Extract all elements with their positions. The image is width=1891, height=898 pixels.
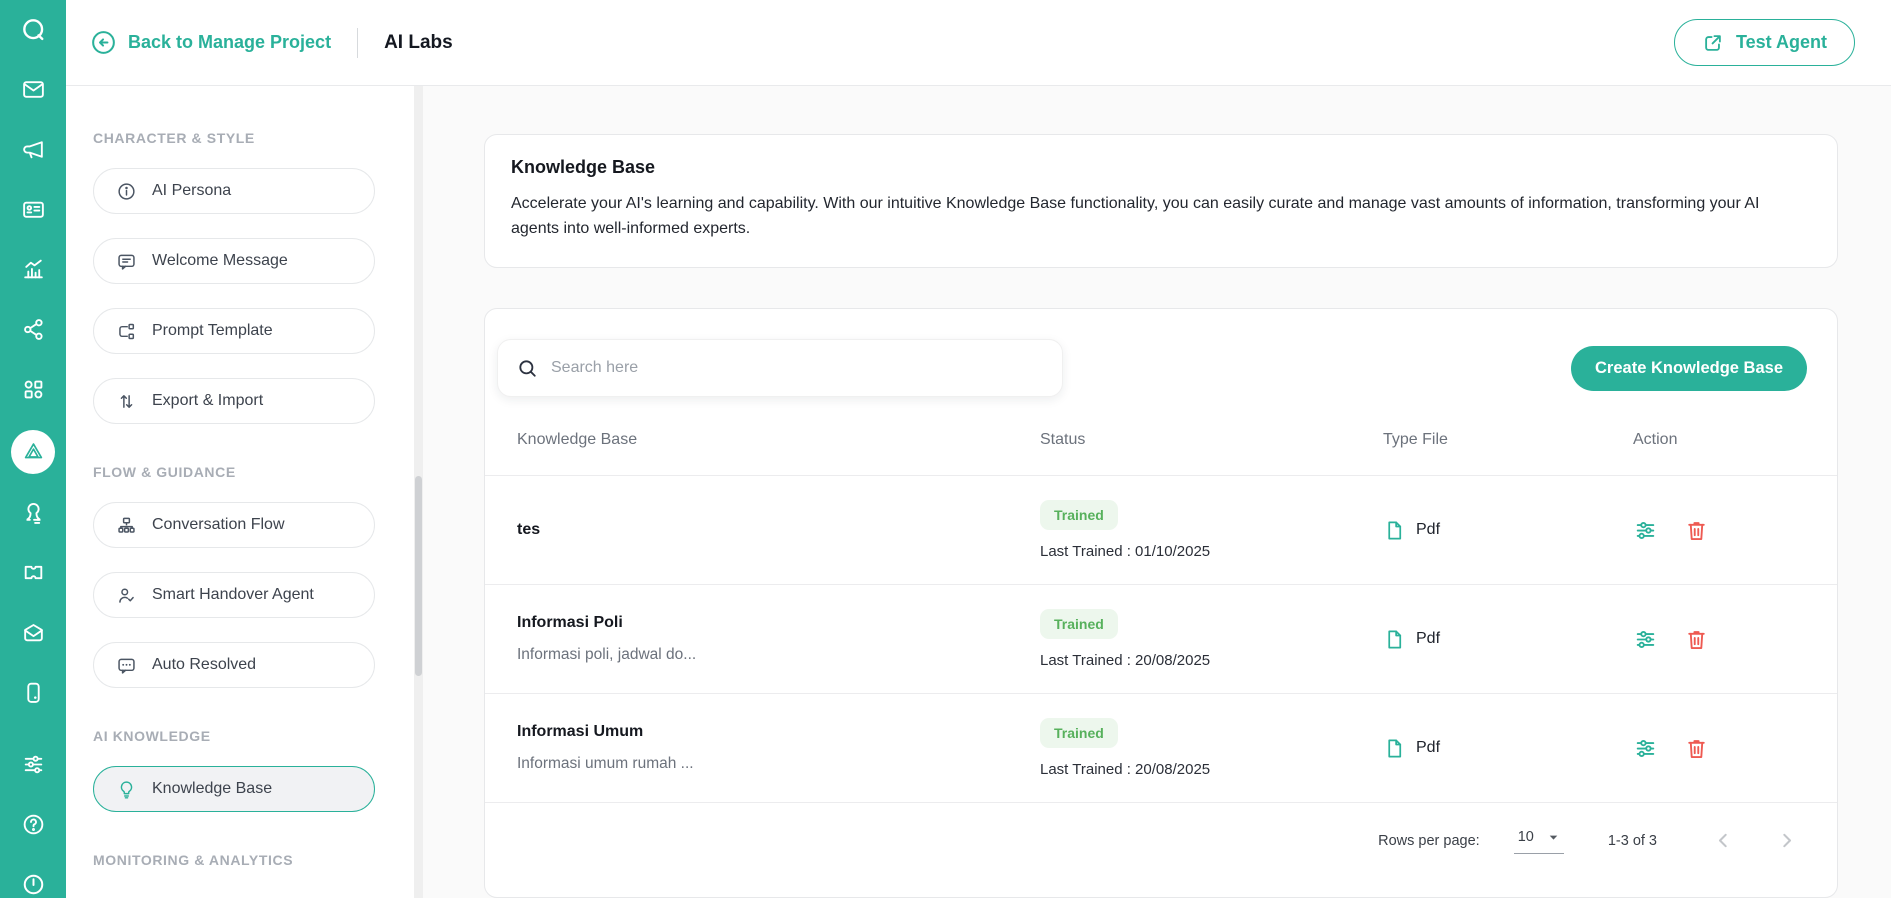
intro-title: Knowledge Base	[511, 157, 656, 177]
table-toolbar	[485, 339, 1837, 397]
external-link-icon	[1702, 32, 1724, 54]
tune-icon	[1633, 736, 1658, 761]
omega-agent-icon[interactable]	[14, 493, 52, 531]
share-nodes-icon[interactable]	[14, 310, 52, 348]
sidebar-item-export-import[interactable]	[93, 378, 375, 424]
person-check-icon	[116, 585, 137, 606]
sidebar-item-knowledge-base[interactable]	[93, 766, 375, 812]
kb-name-cell	[485, 723, 1040, 773]
column-action: Action	[1633, 431, 1678, 448]
page-title: AI Labs	[384, 31, 453, 53]
type-file-cell	[1383, 628, 1633, 651]
test-agent-label: Test Agent	[1735, 32, 1827, 52]
sidebar-item-smart-handover-agent[interactable]	[93, 572, 375, 618]
trash-icon	[1684, 627, 1709, 652]
file-icon	[1383, 628, 1406, 651]
status-cell	[1040, 500, 1383, 560]
id-card-icon[interactable]	[14, 190, 52, 228]
table-row	[485, 694, 1837, 803]
table-header-row	[485, 431, 1837, 476]
megaphone-icon[interactable]	[14, 130, 52, 168]
chat-bubble-icon	[116, 251, 137, 272]
search-icon	[516, 357, 539, 380]
action-cell	[1633, 518, 1837, 543]
power-icon[interactable]	[14, 865, 52, 898]
chevron-left-icon	[1713, 830, 1734, 851]
pagination-bar	[485, 803, 1837, 854]
tune-settings-button[interactable]	[1633, 518, 1658, 543]
back-to-manage-project-link[interactable]	[90, 29, 331, 56]
section-flow-guidance: FLOW & GUIDANCE	[93, 464, 236, 480]
rows-per-page-select[interactable]	[1514, 827, 1564, 854]
action-cell	[1633, 736, 1837, 761]
sliders-icon[interactable]	[14, 745, 52, 783]
apps-grid-icon[interactable]	[14, 370, 52, 408]
analytics-chart-icon[interactable]	[14, 250, 52, 288]
next-page-button[interactable]	[1776, 830, 1797, 851]
type-file-label: Pdf	[1416, 630, 1441, 647]
sidebar-scrollbar-thumb[interactable]	[415, 476, 422, 676]
sidebar-item-label: Knowledge Base	[152, 780, 273, 797]
flow-tree-icon	[116, 515, 137, 536]
kb-name: Informasi Poli	[517, 614, 623, 631]
tune-settings-button[interactable]	[1633, 627, 1658, 652]
delete-button[interactable]	[1684, 627, 1709, 652]
status-badge: Trained	[1040, 500, 1118, 530]
status-badge: Trained	[1040, 718, 1118, 748]
type-file-cell	[1383, 519, 1633, 542]
column-status: Status	[1040, 431, 1086, 448]
section-character-style: CHARACTER & STYLE	[93, 130, 255, 146]
status-badge: Trained	[1040, 609, 1118, 639]
status-cell	[1040, 718, 1383, 778]
delete-button[interactable]	[1684, 736, 1709, 761]
search-input[interactable]	[551, 359, 1044, 377]
inbox-mail-icon[interactable]	[14, 613, 52, 651]
mobile-device-icon[interactable]	[14, 673, 52, 711]
kb-name: tes	[517, 521, 541, 538]
tune-icon	[1633, 627, 1658, 652]
kb-name: Informasi Umum	[517, 723, 644, 740]
status-cell	[1040, 609, 1383, 669]
knowledge-base-table	[485, 431, 1837, 803]
chevron-right-icon	[1776, 830, 1797, 851]
section-monitoring-analytics: MONITORING & ANALYTICS	[93, 852, 294, 868]
back-link-label: Back to Manage Project	[128, 32, 332, 52]
last-trained-text: Last Trained : 01/10/2025	[1040, 543, 1211, 560]
sidebar-item-label: Auto Resolved	[152, 656, 257, 673]
sidebar-item-label: Conversation Flow	[152, 516, 285, 533]
sidebar-item-auto-resolved[interactable]	[93, 642, 375, 688]
type-file-cell	[1383, 737, 1633, 760]
search-box[interactable]	[497, 339, 1063, 397]
arrows-up-down-icon	[116, 391, 137, 412]
rows-per-page-label: Rows per page:	[1378, 832, 1480, 849]
tune-settings-button[interactable]	[1633, 736, 1658, 761]
info-icon	[116, 181, 137, 202]
qiscus-logo-icon[interactable]	[14, 10, 52, 48]
pagination-range: 1-3 of 3	[1607, 832, 1657, 849]
sidebar-item-welcome-message[interactable]	[93, 238, 375, 284]
knowledge-base-intro-card	[484, 134, 1838, 268]
ticket-icon[interactable]	[14, 553, 52, 591]
sidebar-item-label: Prompt Template	[152, 322, 273, 339]
tune-icon	[1633, 518, 1658, 543]
knowledge-base-table-card	[484, 308, 1838, 898]
kb-subtitle: Informasi poli, jadwal do...	[517, 646, 697, 663]
previous-page-button[interactable]	[1713, 830, 1734, 851]
sidebar-item-label: Smart Handover Agent	[152, 586, 314, 603]
trash-icon	[1684, 736, 1709, 761]
last-trained-text: Last Trained : 20/08/2025	[1040, 761, 1211, 778]
main-content	[423, 86, 1891, 898]
caret-down-icon	[1547, 831, 1560, 844]
delete-button[interactable]	[1684, 518, 1709, 543]
header-divider	[357, 28, 358, 58]
last-trained-text: Last Trained : 20/08/2025	[1040, 652, 1211, 669]
create-knowledge-base-button[interactable]: Create Knowledge Base	[1571, 346, 1807, 391]
kb-name-cell	[485, 521, 1040, 539]
icon-rail	[0, 0, 66, 898]
sidebar-item-ai-persona[interactable]	[93, 168, 375, 214]
action-cell	[1633, 627, 1837, 652]
help-icon[interactable]	[14, 805, 52, 843]
kb-name-cell	[485, 614, 1040, 664]
intro-description: Accelerate your AI's learning and capability. With our intuitive Knowledge Base functionality, you can easily curate and manage vast amounts of information, transforming your AI agents into well-informed experts.	[511, 195, 1760, 237]
topbar	[66, 0, 1891, 86]
lightbulb-icon	[116, 779, 137, 800]
rows-per-page-value: 10	[1517, 829, 1534, 845]
table-row	[485, 585, 1837, 694]
table-row	[485, 476, 1837, 585]
sidebar-scrollbar[interactable]	[414, 86, 423, 898]
sidebar-item-label: Welcome Message	[152, 252, 288, 269]
type-file-label: Pdf	[1416, 521, 1441, 538]
mail-icon[interactable]	[14, 70, 52, 108]
file-icon	[1383, 519, 1406, 542]
template-icon	[116, 321, 137, 342]
sidebar-item-label: Export & Import	[152, 392, 264, 409]
type-file-label: Pdf	[1416, 739, 1441, 756]
sidebar-nav	[66, 86, 414, 898]
chat-dots-icon	[116, 655, 137, 676]
sidebar-item-label: AI Persona	[152, 182, 232, 199]
sidebar-item-prompt-template[interactable]	[93, 308, 375, 354]
sidebar-item-conversation-flow[interactable]	[93, 502, 375, 548]
trash-icon	[1684, 518, 1709, 543]
ai-labs-active-icon[interactable]	[11, 430, 55, 474]
kb-subtitle: Informasi umum rumah ...	[517, 755, 694, 772]
test-agent-button[interactable]	[1674, 19, 1855, 66]
column-type-file: Type File	[1383, 431, 1448, 448]
section-ai-knowledge: AI KNOWLEDGE	[93, 728, 211, 744]
file-icon	[1383, 737, 1406, 760]
column-knowledge-base: Knowledge Base	[517, 431, 638, 448]
back-arrow-icon	[90, 29, 117, 56]
